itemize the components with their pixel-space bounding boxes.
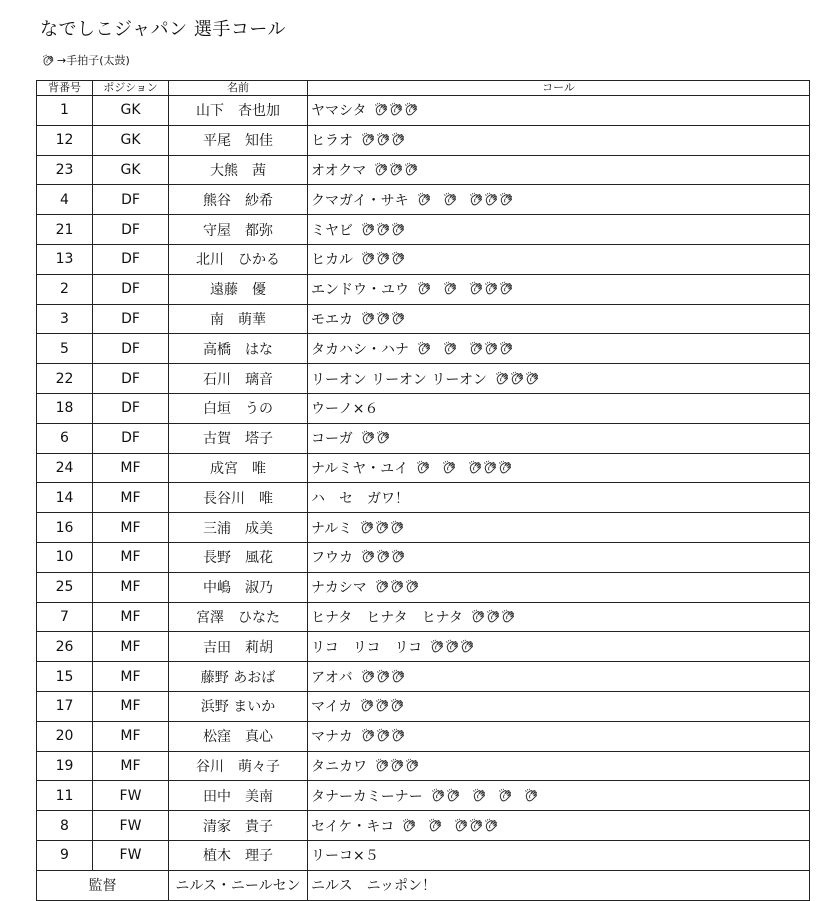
player-number: 7 <box>37 602 93 632</box>
clap-icon <box>454 818 469 833</box>
clap-icon <box>376 311 391 326</box>
player-name: 高橋 はな <box>169 334 308 364</box>
clap-icon <box>391 549 406 564</box>
player-number: 21 <box>37 215 93 245</box>
player-name: 石川 璃音 <box>169 364 308 394</box>
player-call <box>308 334 810 364</box>
player-call <box>308 602 810 632</box>
clap-icon <box>499 192 514 207</box>
player-position: MF <box>93 453 169 483</box>
player-number: 16 <box>37 513 93 543</box>
table-row <box>37 691 810 721</box>
clap-icon <box>468 460 483 475</box>
table-row <box>37 274 810 304</box>
table-row <box>37 185 810 215</box>
player-number: 20 <box>37 721 93 751</box>
player-call <box>308 155 810 185</box>
header-call: コール <box>308 81 810 96</box>
clap-icon <box>428 818 443 833</box>
player-call-text: ミヤビ <box>311 222 353 239</box>
clap-icon <box>376 132 391 147</box>
clap-icon <box>376 728 391 743</box>
player-position: MF <box>93 483 169 513</box>
player-position: MF <box>93 572 169 602</box>
player-number: 24 <box>37 453 93 483</box>
player-number: 15 <box>37 662 93 692</box>
table-row <box>37 542 810 572</box>
clap-icon <box>498 788 513 803</box>
table-row <box>37 215 810 245</box>
player-number: 1 <box>37 96 93 126</box>
player-call <box>308 185 810 215</box>
player-call <box>308 304 810 334</box>
clap-icon <box>525 371 540 386</box>
player-position: MF <box>93 691 169 721</box>
player-name: 熊谷 紗希 <box>169 185 308 215</box>
player-call <box>308 215 810 245</box>
player-call-text: ナルミヤ・ユイ <box>311 460 409 477</box>
player-name: 吉田 莉胡 <box>169 632 308 662</box>
player-call-text: タカハシ・ハナ <box>311 341 409 358</box>
player-name: 遠藤 優 <box>169 274 308 304</box>
player-name: 田中 美南 <box>169 781 308 811</box>
player-position: FW <box>93 781 169 811</box>
clap-icon <box>42 54 55 67</box>
player-position: GK <box>93 155 169 185</box>
player-position: FW <box>93 840 169 870</box>
table-row <box>37 423 810 453</box>
player-call-text: アオバ <box>311 669 353 686</box>
player-number: 5 <box>37 334 93 364</box>
clap-icon <box>391 251 406 266</box>
clap-icon <box>389 102 404 117</box>
player-call-text: クマガイ・サキ <box>311 192 409 209</box>
player-call <box>308 781 810 811</box>
clap-icon <box>375 579 390 594</box>
player-call <box>308 751 810 781</box>
table-row <box>37 632 810 662</box>
table-row <box>37 125 810 155</box>
table-row <box>37 811 810 841</box>
clap-icon <box>445 639 460 654</box>
clap-icon <box>472 788 487 803</box>
clap-icon <box>405 579 420 594</box>
player-call-text: リーオン リーオン リーオン <box>311 371 488 388</box>
clap-icon <box>443 192 458 207</box>
player-call <box>308 423 810 453</box>
legend-text: →手拍子(太鼓) <box>57 54 130 67</box>
header-number: 背番号 <box>37 81 93 96</box>
clap-icon <box>404 162 419 177</box>
player-name: 中嶋 淑乃 <box>169 572 308 602</box>
clap-icon <box>391 728 406 743</box>
player-number: 6 <box>37 423 93 453</box>
manager-name: ニルス・ニールセン <box>169 870 308 900</box>
clap-icon <box>391 222 406 237</box>
players-table <box>36 80 810 901</box>
page-title: なでしこジャパン 選手コール <box>40 19 287 40</box>
player-name: 成宮 唯 <box>169 453 308 483</box>
player-position: MF <box>93 721 169 751</box>
table-row <box>37 572 810 602</box>
clap-icon <box>484 818 499 833</box>
clap-icon <box>483 460 498 475</box>
table-row <box>37 513 810 543</box>
player-name: 植木 理子 <box>169 840 308 870</box>
player-name: 三浦 成美 <box>169 513 308 543</box>
clap-icon <box>391 311 406 326</box>
clap-icon <box>484 192 499 207</box>
player-name: 平尾 知佳 <box>169 125 308 155</box>
player-call-text: マナカ <box>311 729 353 746</box>
clap-icon <box>374 102 389 117</box>
clap-icon <box>360 520 375 535</box>
player-call <box>308 691 810 721</box>
clap-icon <box>431 788 446 803</box>
player-number: 22 <box>37 364 93 394</box>
player-call-text: タニカワ <box>311 758 367 775</box>
player-position: DF <box>93 393 169 423</box>
clap-icon <box>361 251 376 266</box>
player-name: 長谷川 唯 <box>169 483 308 513</box>
player-position: DF <box>93 244 169 274</box>
player-position: MF <box>93 751 169 781</box>
player-name: 浜野 まいか <box>169 691 308 721</box>
player-position: DF <box>93 423 169 453</box>
table-row <box>37 840 810 870</box>
clap-icon <box>375 698 390 713</box>
player-position: MF <box>93 632 169 662</box>
player-number: 2 <box>37 274 93 304</box>
player-position: DF <box>93 364 169 394</box>
player-call <box>308 125 810 155</box>
clap-icon <box>376 549 391 564</box>
clap-icon <box>376 430 391 445</box>
table-row <box>37 155 810 185</box>
player-number: 18 <box>37 393 93 423</box>
clap-icon <box>430 639 445 654</box>
player-call-text: リコ リコ リコ <box>311 639 423 656</box>
clap-icon <box>469 192 484 207</box>
player-call-text: リーコ×５ <box>311 848 379 865</box>
table-row <box>37 483 810 513</box>
player-call <box>308 393 810 423</box>
player-name: 南 萌華 <box>169 304 308 334</box>
manager-call: ニルス ニッポン！ <box>308 870 810 900</box>
clap-icon <box>360 698 375 713</box>
clap-icon <box>361 430 376 445</box>
clap-icon <box>390 579 405 594</box>
player-call <box>308 542 810 572</box>
player-position: DF <box>93 334 169 364</box>
player-number: 26 <box>37 632 93 662</box>
clap-icon <box>361 311 376 326</box>
player-name: 古賀 塔子 <box>169 423 308 453</box>
player-name: 守屋 都弥 <box>169 215 308 245</box>
player-number: 14 <box>37 483 93 513</box>
player-call <box>308 96 810 126</box>
player-position: MF <box>93 542 169 572</box>
player-number: 19 <box>37 751 93 781</box>
player-call <box>308 453 810 483</box>
clap-icon <box>361 728 376 743</box>
player-name: 宮澤 ひなた <box>169 602 308 632</box>
clap-icon <box>442 460 457 475</box>
clap-icon <box>376 222 391 237</box>
clap-icon <box>402 818 417 833</box>
player-position: DF <box>93 185 169 215</box>
player-position: DF <box>93 304 169 334</box>
player-number: 12 <box>37 125 93 155</box>
clap-icon <box>443 281 458 296</box>
player-call <box>308 632 810 662</box>
table-row <box>37 334 810 364</box>
player-call-text: ヒナタ ヒナタ ヒナタ <box>311 609 463 626</box>
clap-icon <box>443 341 458 356</box>
table-row <box>37 721 810 751</box>
player-call <box>308 244 810 274</box>
player-call-text: モエカ <box>311 311 353 328</box>
clap-icon <box>405 758 420 773</box>
player-call-text: ウーノ×６ <box>311 401 379 418</box>
manager-row <box>37 870 810 900</box>
table-row <box>37 781 810 811</box>
player-number: 13 <box>37 244 93 274</box>
player-call-text: ヒカル <box>311 252 353 269</box>
clap-icon <box>417 281 432 296</box>
clap-icon <box>469 818 484 833</box>
player-call <box>308 483 810 513</box>
clap-icon <box>495 371 510 386</box>
clap-icon <box>469 281 484 296</box>
player-call-text: ヤマシタ <box>311 103 367 120</box>
table-row <box>37 751 810 781</box>
player-number: 4 <box>37 185 93 215</box>
clap-icon <box>391 669 406 684</box>
player-call <box>308 721 810 751</box>
player-name: 白垣 うの <box>169 393 308 423</box>
player-position: DF <box>93 215 169 245</box>
clap-icon <box>376 669 391 684</box>
player-name: 谷川 萌々子 <box>169 751 308 781</box>
player-call-text: セイケ・キコ <box>311 818 395 835</box>
table-row <box>37 304 810 334</box>
clap-icon <box>417 341 432 356</box>
clap-icon <box>416 460 431 475</box>
player-number: 25 <box>37 572 93 602</box>
clap-icon <box>460 639 475 654</box>
manager-label: 監督 <box>37 870 169 900</box>
player-position: MF <box>93 662 169 692</box>
player-call-text: コーガ <box>311 431 353 448</box>
clap-icon <box>446 788 461 803</box>
clap-icon <box>486 609 501 624</box>
clap-icon <box>374 162 389 177</box>
player-name: 松窪 真心 <box>169 721 308 751</box>
player-position: MF <box>93 513 169 543</box>
player-call <box>308 840 810 870</box>
player-number: 3 <box>37 304 93 334</box>
clap-icon <box>376 251 391 266</box>
player-name: 大熊 茜 <box>169 155 308 185</box>
clap-icon <box>469 341 484 356</box>
clap-icon <box>484 281 499 296</box>
clap-icon <box>361 132 376 147</box>
clap-icon <box>499 341 514 356</box>
player-position: MF <box>93 602 169 632</box>
player-number: 9 <box>37 840 93 870</box>
clap-icon <box>391 132 406 147</box>
clap-icon <box>390 758 405 773</box>
player-name: 長野 風花 <box>169 542 308 572</box>
player-position: GK <box>93 125 169 155</box>
table-row <box>37 602 810 632</box>
player-call-text: ナカシマ <box>311 580 367 597</box>
clap-icon <box>361 669 376 684</box>
clap-icon <box>484 341 499 356</box>
clap-icon <box>510 371 525 386</box>
player-position: GK <box>93 96 169 126</box>
clap-icon <box>524 788 539 803</box>
player-call-text: オオクマ <box>311 162 367 179</box>
clap-icon <box>501 609 516 624</box>
player-call-text: ナルミ <box>311 520 353 537</box>
clap-icon <box>390 520 405 535</box>
clap-icon <box>498 460 513 475</box>
player-number: 10 <box>37 542 93 572</box>
player-call-text: マイカ <box>311 699 353 716</box>
clap-icon <box>361 222 376 237</box>
table-row <box>37 96 810 126</box>
player-call <box>308 811 810 841</box>
header-name: 名前 <box>169 81 308 96</box>
player-call <box>308 364 810 394</box>
legend <box>42 52 130 68</box>
clap-icon <box>499 281 514 296</box>
player-number: 17 <box>37 691 93 721</box>
player-call <box>308 572 810 602</box>
clap-icon <box>404 102 419 117</box>
clap-icon <box>389 162 404 177</box>
player-name: 山下 杏也加 <box>169 96 308 126</box>
table-row <box>37 244 810 274</box>
table-row <box>37 393 810 423</box>
table-row <box>37 662 810 692</box>
player-name: 北川 ひかる <box>169 244 308 274</box>
clap-icon <box>471 609 486 624</box>
player-call-text: タナーカミーナー <box>311 788 423 805</box>
player-call <box>308 662 810 692</box>
player-call-text: エンドウ・ユウ <box>311 282 409 299</box>
player-position: FW <box>93 811 169 841</box>
player-call <box>308 274 810 304</box>
clap-icon <box>390 698 405 713</box>
player-call-text: フウカ <box>311 550 353 567</box>
player-number: 23 <box>37 155 93 185</box>
player-call-text: ハ セ ガワ！ <box>311 490 409 507</box>
player-position: DF <box>93 274 169 304</box>
header-position: ポジション <box>93 81 169 96</box>
player-name: 清家 貴子 <box>169 811 308 841</box>
player-call <box>308 513 810 543</box>
clap-icon <box>375 520 390 535</box>
clap-icon <box>417 192 432 207</box>
table-row <box>37 364 810 394</box>
table-header-row <box>37 81 810 96</box>
player-call-text: ヒラオ <box>311 133 353 150</box>
player-number: 11 <box>37 781 93 811</box>
table-row <box>37 453 810 483</box>
player-number: 8 <box>37 811 93 841</box>
player-name: 藤野 あおば <box>169 662 308 692</box>
clap-icon <box>375 758 390 773</box>
clap-icon <box>361 549 376 564</box>
